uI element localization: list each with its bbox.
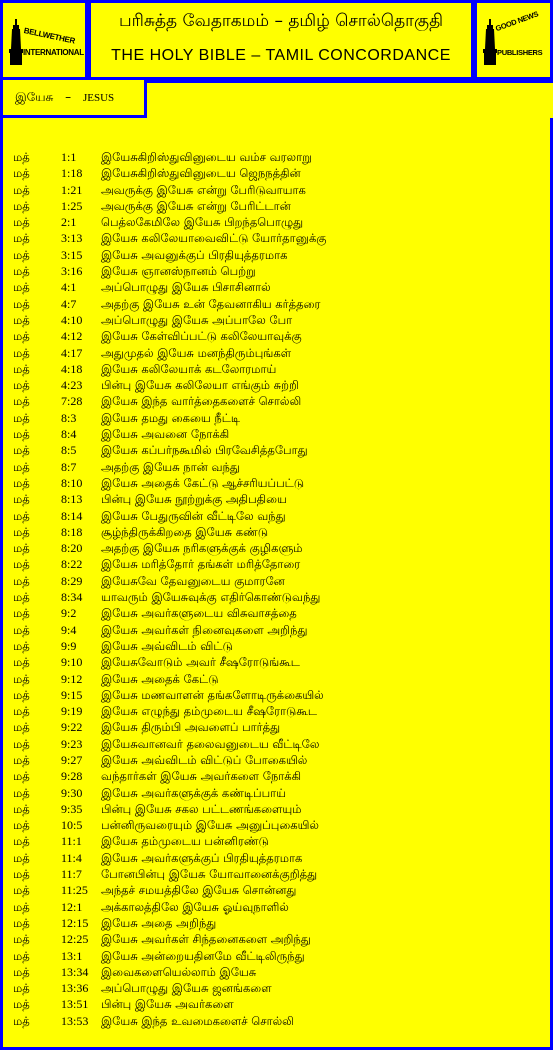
verse-text: இவைகளையெல்லாம் இயேசு — [101, 964, 257, 979]
title-tamil: பரிசுத்த வேதாகமம் – தமிழ் சொல்தொகுதி — [118, 11, 443, 31]
divider — [147, 80, 553, 83]
verse-reference: 7:28 — [61, 394, 83, 409]
verse-text: இயேசுகிறிஸ்துவினுடைய வம்ச வரலாறு — [101, 150, 312, 164]
verse-text: இயேசு மரித்தோர் தங்கள் மரித்தோரை — [101, 557, 301, 572]
book-abbrev: மத் — [13, 638, 30, 653]
bellwether-logo — [9, 13, 84, 67]
book-abbrev: மத் — [13, 687, 30, 702]
verse-reference: 13:51 — [61, 997, 89, 1012]
book-abbrev: மத் — [13, 459, 30, 474]
verse-text: இயேசு அதை அறிந்து — [101, 915, 217, 930]
book-abbrev: மத் — [13, 394, 30, 409]
book-abbrev: மத் — [13, 606, 30, 621]
book-abbrev: மத் — [13, 541, 30, 556]
book-abbrev: மத் — [13, 150, 30, 164]
verse-reference: 11:1 — [61, 834, 82, 849]
verse-reference: 9:30 — [61, 785, 83, 800]
verse-reference: 13:53 — [61, 1013, 89, 1028]
good-news-logo — [483, 9, 544, 67]
verse-reference: 3:16 — [61, 264, 83, 279]
verse-reference: 3:15 — [61, 247, 83, 262]
verse-text: இயேசுவானவர் தலைவனுடைய வீட்டிலே — [101, 736, 320, 751]
verse-text: அந்தச் சமயத்திலே இயேசு சொன்னது — [101, 883, 297, 898]
book-abbrev: மத் — [13, 932, 30, 947]
verse-reference: 1:25 — [61, 198, 83, 213]
verse-text: இயேசு அன்றையதினமே வீட்டிலிருந்து — [101, 948, 305, 963]
verse-text: இயேசுவே தேவனுடைய குமாரனே — [101, 573, 285, 588]
verse-text: அப்பொழுது இயேசு பிசாசினால் — [101, 280, 271, 295]
book-abbrev: மத் — [13, 899, 30, 914]
verse-reference: 4:10 — [61, 312, 83, 327]
verse-reference: 8:18 — [61, 524, 83, 539]
verse-reference: 1:1 — [61, 150, 77, 164]
book-abbrev: மத் — [13, 312, 30, 327]
verse-text: அதற்கு இயேசு உன் தேவனாகிய கர்த்தரை — [101, 296, 321, 311]
book-abbrev: மத் — [13, 231, 30, 246]
verse-text: இயேசு அவர்களுக்குக் கண்டிப்பாய் — [101, 785, 286, 800]
verse-reference: 4:7 — [61, 296, 77, 311]
verse-reference: 2:1 — [61, 215, 77, 230]
verse-text: பின்பு இயேசு கலிலேயா எங்கும் சுற்றி — [101, 378, 299, 393]
verse-reference: 8:29 — [61, 573, 83, 588]
book-abbrev: மத் — [13, 264, 30, 279]
book-abbrev: மத் — [13, 198, 30, 213]
book-abbrev: மத் — [13, 508, 30, 523]
title-box — [88, 0, 474, 80]
verse-text: இயேசு பேதுருவின் வீட்டிலே வந்து — [101, 508, 286, 523]
verse-text: இயேசு எழுந்து தம்முடைய சீஷரோடுகூட — [101, 704, 318, 719]
tower-icon — [9, 19, 23, 65]
book-abbrev: மத் — [13, 948, 30, 963]
book-abbrev: மத் — [13, 915, 30, 930]
verse-text: இயேசு அவ்விடம் விட்டு — [101, 638, 233, 653]
verse-reference: 3:13 — [61, 231, 83, 246]
book-abbrev: மத் — [13, 720, 30, 735]
verse-reference: 9:35 — [61, 801, 83, 816]
verse-text: பின்பு இயேசு அவர்களை — [101, 997, 234, 1012]
book-abbrev: மத் — [13, 166, 30, 181]
verse-text: இயேசு அவர்களுக்குப் பிரதியுத்தரமாக — [101, 850, 303, 865]
book-abbrev: மத் — [13, 736, 30, 751]
verse-reference: 9:15 — [61, 687, 83, 702]
verse-text: அவருக்கு இயேசு என்று பேரிட்டான் — [101, 198, 291, 213]
subject-heading — [15, 90, 114, 106]
verse-reference: 8:10 — [61, 475, 83, 490]
verse-reference: 1:21 — [61, 182, 83, 197]
book-abbrev: மத் — [13, 492, 30, 507]
book-abbrev: மத் — [13, 329, 30, 344]
book-abbrev: மத் — [13, 752, 30, 767]
book-abbrev: மத் — [13, 785, 30, 800]
verse-reference: 9:12 — [61, 671, 83, 686]
verse-reference: 9:10 — [61, 655, 83, 670]
verse-reference: 8:13 — [61, 492, 83, 507]
verse-text: இயேசு தம்முடைய பன்னிரண்டு — [101, 834, 269, 849]
book-abbrev: மத் — [13, 769, 30, 784]
book-abbrev: மத் — [13, 443, 30, 458]
verse-reference: 10:5 — [61, 818, 83, 833]
book-abbrev: மத் — [13, 671, 30, 686]
verse-reference: 4:1 — [61, 280, 77, 295]
book-abbrev: மத் — [13, 427, 30, 442]
verse-text: பின்பு இயேசு நூற்றுக்கு அதிபதியை — [101, 492, 287, 507]
verse-text: இயேசு அவ்விடம் விட்டுப் போகையில் — [101, 752, 308, 767]
verse-text: இயேசு அவனுக்குப் பிரதியுத்தரமாக — [101, 247, 288, 262]
logo-left — [0, 0, 88, 80]
verse-reference: 9:4 — [61, 622, 77, 637]
verse-text: அதற்கு இயேசு நான் வந்து — [101, 459, 240, 474]
book-abbrev: மத் — [13, 182, 30, 197]
verse-reference: 4:12 — [61, 329, 83, 344]
verse-text: வந்தார்கள் இயேசு அவர்களை நோக்கி — [101, 769, 302, 784]
verse-reference: 9:22 — [61, 720, 83, 735]
verse-text: அக்காலத்திலே இயேசு ஓய்வுநாளில் — [101, 899, 289, 914]
verse-reference: 12:25 — [61, 932, 89, 947]
verse-reference: 8:14 — [61, 508, 83, 523]
book-abbrev: மத் — [13, 850, 30, 865]
book-abbrev: மத் — [13, 655, 30, 670]
book-abbrev: மத் — [13, 997, 30, 1012]
verse-reference: 9:28 — [61, 769, 83, 784]
logo-left-line1: BELLWETHER — [22, 25, 76, 46]
verse-reference: 8:22 — [61, 557, 83, 572]
verse-text: பின்பு இயேசு சகல பட்டணங்களையும் — [101, 801, 302, 816]
verse-reference: 13:34 — [61, 964, 89, 979]
verse-text: இயேசு அதைக் கேட்டு — [101, 671, 219, 686]
book-abbrev: மத் — [13, 280, 30, 295]
subject-english: JESUS — [82, 92, 115, 104]
book-abbrev: மத் — [13, 215, 30, 230]
verse-text: இயேசு தமது கையை நீட்டி — [101, 410, 241, 425]
verse-reference: 8:3 — [61, 410, 77, 425]
book-abbrev: மத் — [13, 573, 30, 588]
title-english: THE HOLY BIBLE – TAMIL CONCORDANCE — [111, 47, 451, 64]
verse-text: இயேசு கப்பர்நகூமில் பிரவேசித்தபோது — [101, 443, 308, 458]
verse-reference: 11:25 — [61, 883, 88, 898]
book-abbrev: மத் — [13, 247, 30, 262]
book-abbrev: மத் — [13, 801, 30, 816]
verse-reference: 9:2 — [61, 606, 77, 621]
verse-reference: 8:7 — [61, 459, 77, 474]
logo-right-line1: GOOD NEWS — [494, 9, 540, 34]
subject-tamil: இயேசு — [15, 90, 54, 104]
logo-left-line2: INTERNATIONAL — [23, 48, 84, 57]
verse-text: இயேசு ஞானஸ்நானம் பெற்று — [101, 264, 256, 279]
verse-text: அவருக்கு இயேசு என்று பேரிடுவாயாக — [101, 182, 306, 197]
verse-reference: 4:17 — [61, 345, 83, 360]
verse-text: இயேசுகிறிஸ்துவினுடைய ஜெநநத்தின் — [101, 166, 301, 181]
book-abbrev: மத் — [13, 296, 30, 311]
verse-reference: 12:1 — [61, 899, 83, 914]
verse-text: இயேசு அவர்கள் சிந்தனைகளை அறிந்து — [101, 932, 311, 947]
book-abbrev: மத் — [13, 818, 30, 833]
verse-reference: 11:4 — [61, 850, 82, 865]
verse-reference: 9:9 — [61, 638, 77, 653]
logo-right-line2: PUBLISHERS — [497, 48, 543, 57]
verse-text: இயேசு இந்த வார்த்தைகளைச் சொல்லி — [101, 394, 302, 409]
book-abbrev: மத் — [13, 524, 30, 539]
book-abbrev: மத் — [13, 475, 30, 490]
book-abbrev: மத் — [13, 981, 30, 996]
verse-text: பெத்லகேமிலே இயேசு பிறந்தபொழுது — [101, 215, 304, 230]
verse-reference: 11:7 — [61, 867, 82, 882]
book-abbrev: மத் — [13, 361, 30, 376]
verse-text: யாவரும் இயேசுவுக்கு எதிர்கொண்டுவந்து — [101, 590, 321, 605]
verse-reference: 8:4 — [61, 427, 77, 442]
book-abbrev: மத் — [13, 964, 30, 979]
verse-text: அதுமுதல் இயேசு மனந்திரும்புங்கள் — [101, 345, 292, 360]
book-abbrev: மத் — [13, 557, 30, 572]
subject-separator: – — [65, 90, 72, 104]
verse-text: இயேசு கலிலேயாவைவிட்டு யோர்தானுக்கு — [101, 231, 327, 246]
verse-reference: 8:34 — [61, 590, 83, 605]
verse-reference: 13:1 — [61, 948, 83, 963]
verse-text: இயேசு அவர்கள் நினைவுகளை அறிந்து — [101, 622, 308, 637]
book-abbrev: மத் — [13, 704, 30, 719]
verse-reference: 12:15 — [61, 915, 89, 930]
verse-text: அப்பொழுது இயேசு ஜனங்களை — [101, 981, 272, 996]
verse-reference: 8:5 — [61, 443, 77, 458]
book-abbrev: மத் — [13, 867, 30, 882]
verse-reference: 1:18 — [61, 166, 83, 181]
book-abbrev: மத் — [13, 410, 30, 425]
verse-text: சூழ்ந்திருக்கிறதை இயேசு கண்டு — [101, 524, 268, 539]
logo-right — [474, 0, 553, 80]
verse-reference: 9:27 — [61, 752, 83, 767]
verse-text: பன்னிருவரையும் இயேசு அனுப்புகையில் — [101, 818, 319, 833]
verse-text: இயேசு அதைக் கேட்டு ஆச்சரியப்பட்டு — [101, 475, 305, 490]
book-abbrev: மத் — [13, 1013, 30, 1028]
verse-text: அதற்கு இயேசு நரிகளுக்குக் குழிகளும் — [101, 541, 303, 556]
book-abbrev: மத் — [13, 834, 30, 849]
verse-reference: 13:36 — [61, 981, 89, 996]
book-abbrev: மத் — [13, 883, 30, 898]
verse-text: இயேசு மணவாளன் தங்களோடிருக்கையில் — [101, 687, 324, 702]
verse-text: இயேசு இந்த உவமைகளைச் சொல்லி — [101, 1013, 294, 1028]
book-abbrev: மத் — [13, 345, 30, 360]
verse-reference: 9:23 — [61, 736, 83, 751]
book-abbrev: மத் — [13, 378, 30, 393]
verse-text: இயேசு கலிலேயாக் கடலோரமாய் — [101, 361, 277, 376]
verse-text: இயேசு அவர்களுடைய விசுவாசத்தை — [101, 606, 297, 621]
book-abbrev: மத் — [13, 622, 30, 637]
subject-box — [0, 80, 147, 118]
verse-text: போனபின்பு இயேசு யோவானைக்குறித்து — [101, 867, 318, 882]
verse-reference: 4:23 — [61, 378, 83, 393]
book-abbrev: மத் — [13, 590, 30, 605]
verse-reference: 8:20 — [61, 541, 83, 556]
verse-text: இயேசு அவனை நோக்கி — [101, 427, 230, 442]
verse-text: இயேசுவோடும் அவர் சீஷரோடுங்கூட — [101, 655, 300, 670]
verse-reference: 9:19 — [61, 704, 83, 719]
verse-text: இயேசு கேள்விப்பட்டு கலிலேயாவுக்கு — [101, 329, 302, 344]
verse-text: அப்பொழுது இயேசு அப்பாலே போ — [101, 312, 293, 327]
verse-reference: 4:18 — [61, 361, 83, 376]
verse-text: இயேசு திரும்பி அவளைப் பார்த்து — [101, 720, 281, 735]
